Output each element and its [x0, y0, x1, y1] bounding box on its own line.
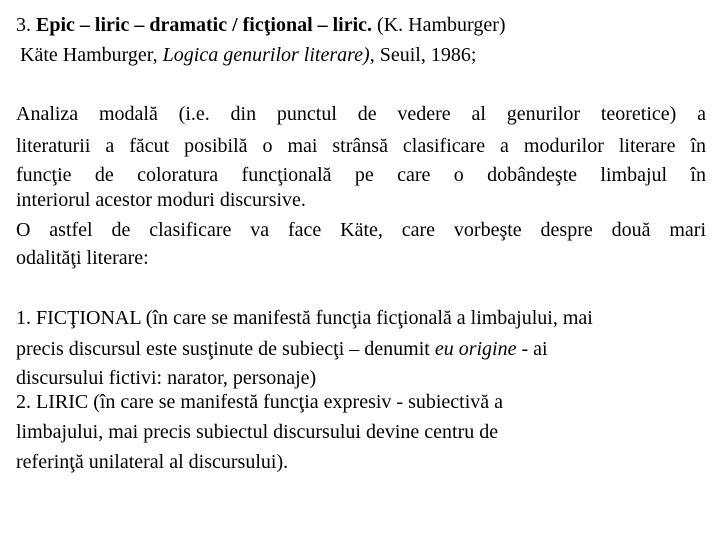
item-1-line-3: discursului fictivi: narator, personaje): [16, 367, 317, 389]
item-1-line-2: [16, 337, 548, 361]
item-1-line-2-after: - ai: [516, 338, 548, 360]
item-2-line-3: referinţă unilateral al discursului).: [16, 451, 289, 473]
reference-publisher: , Seuil, 1986;: [369, 44, 477, 66]
item-1-line-1: 1. FICŢIONAL (în care se manifestă funcţia ficţională a limbajului, mai: [16, 307, 593, 329]
paragraph-2-line-1: O astfel de clasificare va face Käte, care vorbeşte despre două mari: [16, 219, 706, 241]
paragraph-1-line-4: interiorul acestor moduri discursive.: [16, 189, 306, 211]
paragraph-2-line-2: odalităţi literare:: [16, 247, 149, 269]
heading-author: (K. Hamburger): [377, 14, 506, 36]
heading-number: 3.: [16, 14, 31, 36]
item-2-line-2: limbajului, mai precis subiectul discursului devine centru de: [16, 421, 499, 443]
paragraph-1-line-2: literaturii a făcut posibilă o mai strânsă clasificare a modurilor literare în: [16, 135, 706, 157]
reference-author: Käte Hamburger,: [20, 44, 158, 66]
paragraph-1-line-3: funcţie de coloratura funcţională pe care o dobândeşte limbajul în: [16, 164, 706, 186]
paragraph-1-line-1: Analiza modală (i.e. din punctul de vedere al genurilor teoretice) a: [16, 103, 706, 125]
reference-book-title: Logica genurilor literare): [162, 44, 370, 66]
heading-title: Epic – liric – dramatic / ficţional – liric.: [36, 14, 373, 36]
reference-line: [20, 43, 476, 67]
heading-line: [16, 13, 506, 37]
item-1-italic-term: eu origine: [434, 338, 517, 360]
item-2-line-1: 2. LIRIC (în care se manifestă funcţia expresiv - subiectivă a: [16, 391, 504, 413]
item-1-line-2-before: precis discursul este susţinute de subiecţi – denumit: [16, 338, 435, 360]
